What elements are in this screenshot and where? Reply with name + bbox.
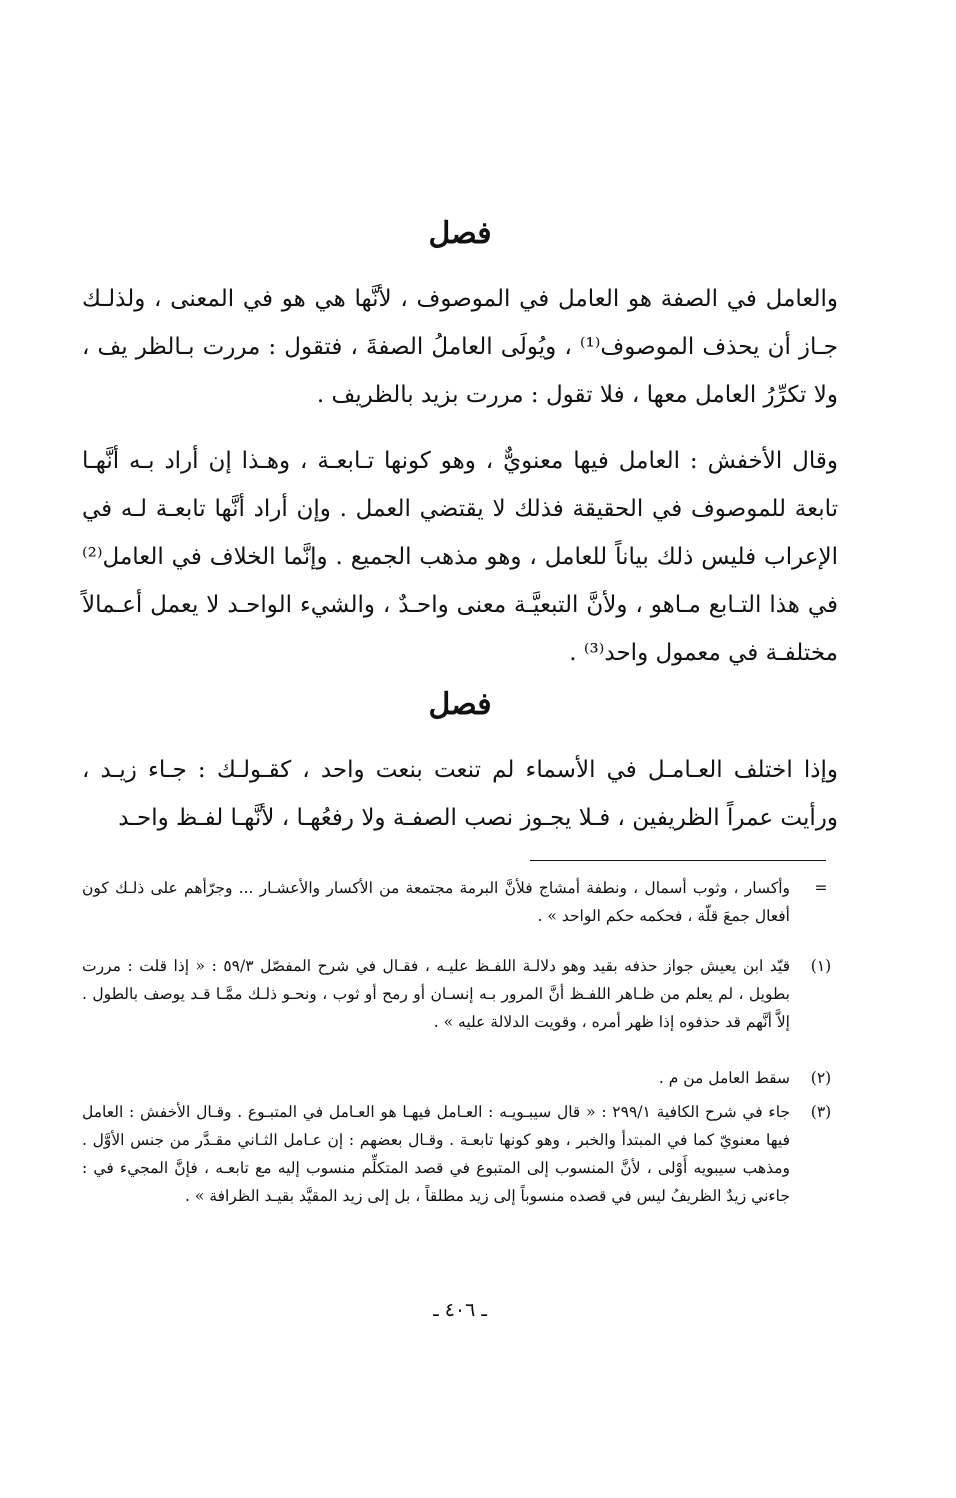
footnote-text: جاء في شرح الكافية ٢٩٩/١ : « قال سيبـويـه : العـامل فيهـا هو العـامل في المتبـوع . وقـال الأخفش : العامل فيها معنويّ كما في المبتدأ والخبر ، وهو كونها تابعـة . وقـال بعضهم : إن عـامل الثـاني مقـدَّر من جنس الأوَّل . ومذهب سيبويه أَوْلى ، لأنَّ المنسوب إلى المتبوع في قصد المتكلِّم منسوب إليه مع تابعـه ، فإنَّ المجيء في : جاءني زيدٌ الظريفُ ليس في قصده منسوباً إلى زيد مطلقاً ، بل إلى زيد المقيَّد بقيـد الظرافة » . xyxy=(82,1103,790,1205)
footnote-text: سقط العامل من م . xyxy=(658,1069,790,1087)
footnote-mark: (٢) xyxy=(810,1069,832,1087)
page-number: ـ ٤٠٦ ـ xyxy=(433,1299,487,1321)
footnote-mark: (٣) xyxy=(810,1103,832,1121)
footnote-mark: = xyxy=(814,879,828,897)
paragraph-2: وقال الأخفش : العامل فيها معنويٌّ ، وهو كونها تـابعـة ، وهـذا إن أراد بـه أنَّهـا تابعة للموصوف في الحقيقة فذلك لا يقتضي العمل . وإن أراد أنَّها تابعـة لـه في الإعراب فليس ذلك بياناً للعامل ، وهو مذهب الجميع . وإنَّما الخلاف في العامل⁽²⁾ في هذا التـابع مـاهو ، ولأنَّ التبعيَّـة معنى واحـدٌ ، والشيء الواحـد لا يعمل أعـمالاً مختلفـة في معمول واحد⁽³⁾ . xyxy=(82,448,839,666)
footnote-mark: (١) xyxy=(810,957,832,975)
footnote-text: قيّد ابن يعيش جواز حذفه بقيد وهو دلالـة اللفـظ عليـه ، فقـال في شرح المفصّل ٥٩/٣ : « إذا قلت : مررت بطويل ، لم يعلم من ظـاهر اللفـظ أنَّ المرور بـه إنسـان أو رمح أو ثوب ، ونحـو ذلـك ممَّـا قـد يوصف بالطول . إلاَّ أنَّهم قد حذفوه إذا ظهر أمره ، وقويت الدلالة عليه » . xyxy=(82,957,791,1031)
footnote-separator xyxy=(530,860,826,861)
footnote-3 xyxy=(82,1098,838,1210)
paragraph-1: والعامل في الصفة هو العامل في الموصوف ، لأنَّها هي هو في المعنى ، ولذلـك جـاز أن يحذف الموصوف⁽¹⁾ ، ويُولَى العاملُ الصفةَ ، فتقول : مررت بـالظر يف ، ولا تكرِّرُ العامل معها ، فلا تقول : مررت بزيد بالظريف . xyxy=(82,286,838,408)
footnote-text: وأكسار ، وثوب أسمال ، ونطفة أمشاج فلأنَّ البرمة مجتمعة من الأكسار والأعشـار ... وجرّأهم على ذلـك كون أفعال جمعَ قلّة ، فحكمه حكم الواحد » . xyxy=(82,879,790,925)
footnote-1 xyxy=(82,952,838,1036)
footnote-continued xyxy=(82,874,838,930)
paragraph-3: وإذا اختلف العـامـل في الأسماء لم تنعت بنعت واحد ، كقـولـك : جـاء زيـد ، ورأيت عمراً الظريفين ، فـلا يجـوز نصب الصفـة ولا رفعُهـا ، لأنَّهـا لفـظ واحـد xyxy=(82,757,838,831)
book-page xyxy=(82,0,838,1498)
section-heading-2: فصل xyxy=(428,687,492,722)
footnote-2 xyxy=(82,1064,838,1092)
section-heading-1: فصل xyxy=(428,216,492,251)
